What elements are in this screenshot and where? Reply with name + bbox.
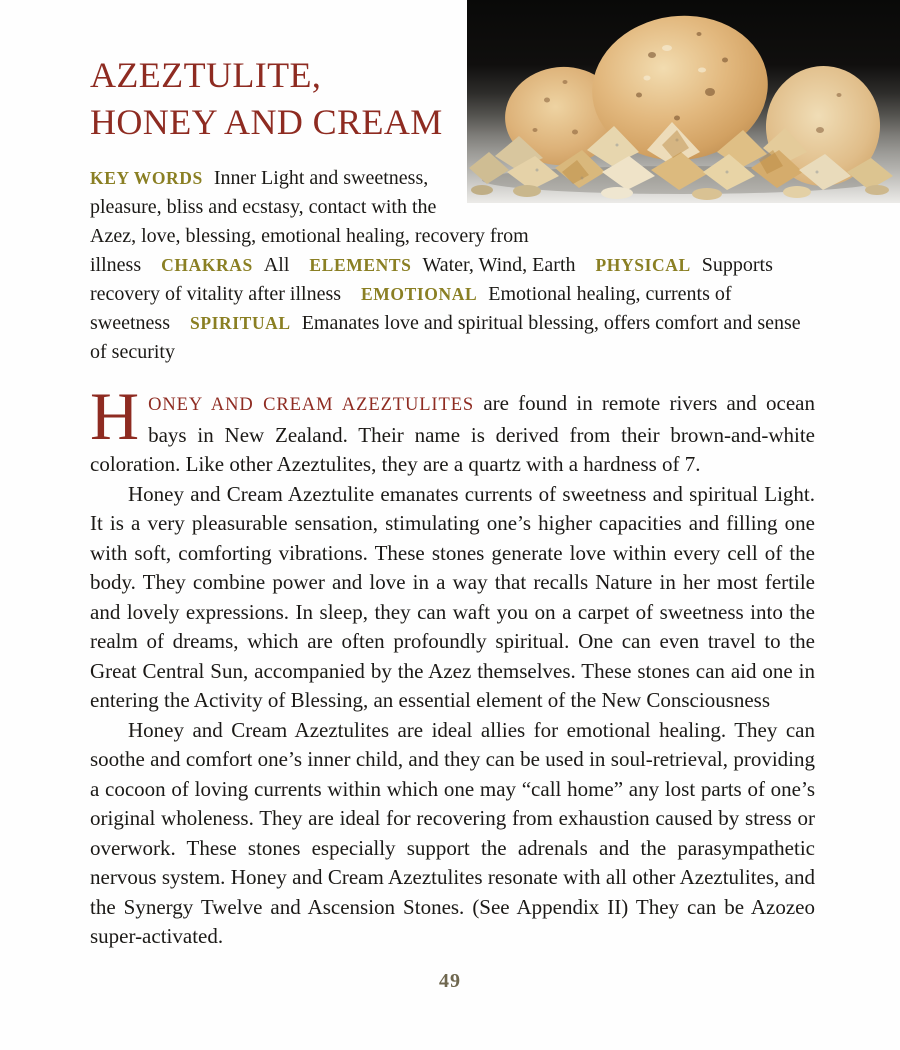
stone-photo-illustration — [467, 0, 900, 203]
title-line-2: HONEY AND CREAM — [90, 102, 443, 142]
keyword-label: PHYSICAL — [595, 255, 691, 275]
paragraph-1 — [90, 378, 815, 480]
paragraph-3: Honey and Cream Azeztulites are ideal allies for emotional healing. They can soothe and comfort one’s inner child, and they can be used in soul-retrieval, providing a cocoon of loving currents within which one may “call home” any lost parts of one’s original wholeness. They are ideal for recovering from exhaustion caused by stress or overwork. These stones especially support the adrenals and the parasympathetic nervous system. Honey and Cream Azeztulites resonate with all other Azeztulites, and the Synergy Twelve and Ascension Stones. (See Appendix II) They can be Azozeo super-activated. — [90, 717, 815, 948]
text-segment: are found in remote rivers and ocean bays in New Zealand. Their name is derived from their brown-and-white coloration. Like other Azeztulites, they are a quartz with a hardness of 7. — [90, 391, 815, 476]
page-number: 49 — [439, 970, 461, 992]
title-line-1: AZEZTULITE, — [90, 55, 322, 95]
keyword-label: ELEMENTS — [309, 255, 412, 275]
body-text — [90, 378, 815, 952]
text-segment: Water, Wind, Earth — [422, 254, 576, 276]
drop-cap: H — [90, 378, 140, 454]
text-segment: Supports recovery of vitality after illness — [90, 254, 773, 305]
keyword-label: EMOTIONAL — [361, 284, 478, 304]
keyword-label: CHAKRAS — [161, 255, 253, 275]
paragraph-1-content — [90, 378, 815, 476]
stone-photo — [467, 0, 900, 203]
text-segment: All — [263, 254, 290, 276]
keyword-label: KEY WORDS — [90, 168, 203, 188]
text-segment: Inner Light and sweetness, pleasure, bliss and ecstasy, contact with the Azez, love, blessing, emotional healing, recovery from illness — [90, 167, 529, 276]
lead-in-small-caps: ONEY AND CREAM AZEZTULITES — [148, 395, 475, 415]
keyword-label: SPIRITUAL — [189, 313, 291, 333]
paragraph-2: Honey and Cream Azeztulite emanates currents of sweetness and spiritual Light. It is a very pleasurable sensation, stimulating one’s higher capacities and filling one with soft, comforting vibrations. These stones generate love within every cell of the body. They combine power and love in a way that recalls Nature in her most fertile and lovely expressions. In sleep, they can waft you on a carpet of sweetness into the realm of dreams, which are often profoundly spiritual. One can even travel to the Great Central Sun, accompanied by the Azez themselves. These stones can aid one in entering the Activity of Blessing, an essential element of the New Consciousness — [90, 481, 815, 712]
text-segment: Emanates love and spiritual blessing, offers comfort and sense of security — [90, 312, 801, 363]
text-segment: Emotional healing, currents of sweetness — [90, 283, 732, 334]
